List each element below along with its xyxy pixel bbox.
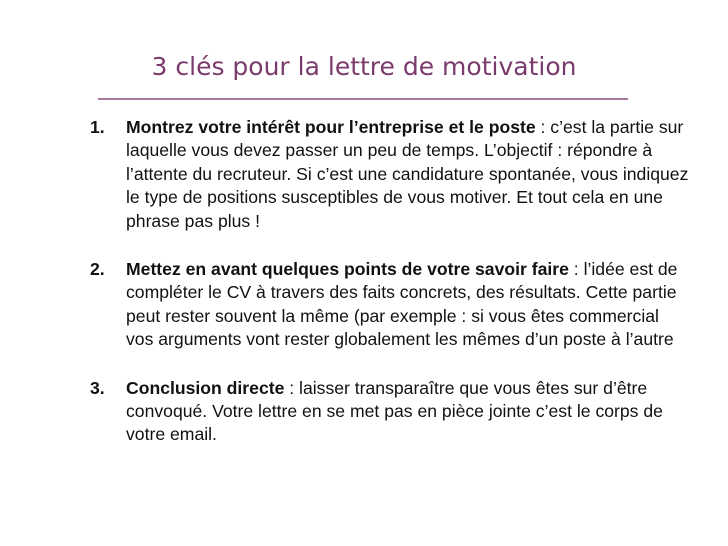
slide-title: 3 clés pour la lettre de motivation	[151, 52, 577, 81]
item-body: : c’est la partie sur laquelle vous devez passer un peu de temps. L’objectif : répondre à l’attente du recruteur. Si c’est une candidature spontanée, vous indiquez le type de positions susceptibles de vous motiver. Et tout cela en une phrase pas plus !	[126, 117, 689, 231]
list-item-3	[90, 377, 690, 447]
item-heading: Conclusion directe	[126, 377, 285, 398]
item-body: : laisser transparaître que vous êtes sur d’être convoqué. Votre lettre en se met pas en pièce jointe c’est le corps de votre email.	[126, 377, 663, 445]
key-points-list	[90, 116, 690, 472]
item-heading: Mettez en avant quelques points de votre savoir faire	[126, 259, 569, 280]
item-heading: Montrez votre intérêt pour l’entreprise et le poste	[126, 117, 536, 137]
title-underline	[98, 98, 628, 100]
item-body: : l’idée est de compléter le CV à travers des faits concrets, des résultats. Cette partie peut rester souvent la même (par exemple : si vous êtes commercial vos arguments vont rester globalement les mêmes d’un poste à l’autre	[126, 259, 678, 350]
list-item-2	[90, 258, 690, 352]
item-number: 1.	[90, 117, 105, 137]
item-number: 3.	[90, 377, 105, 398]
item-number: 2.	[90, 259, 105, 280]
list-item-1	[90, 116, 690, 233]
